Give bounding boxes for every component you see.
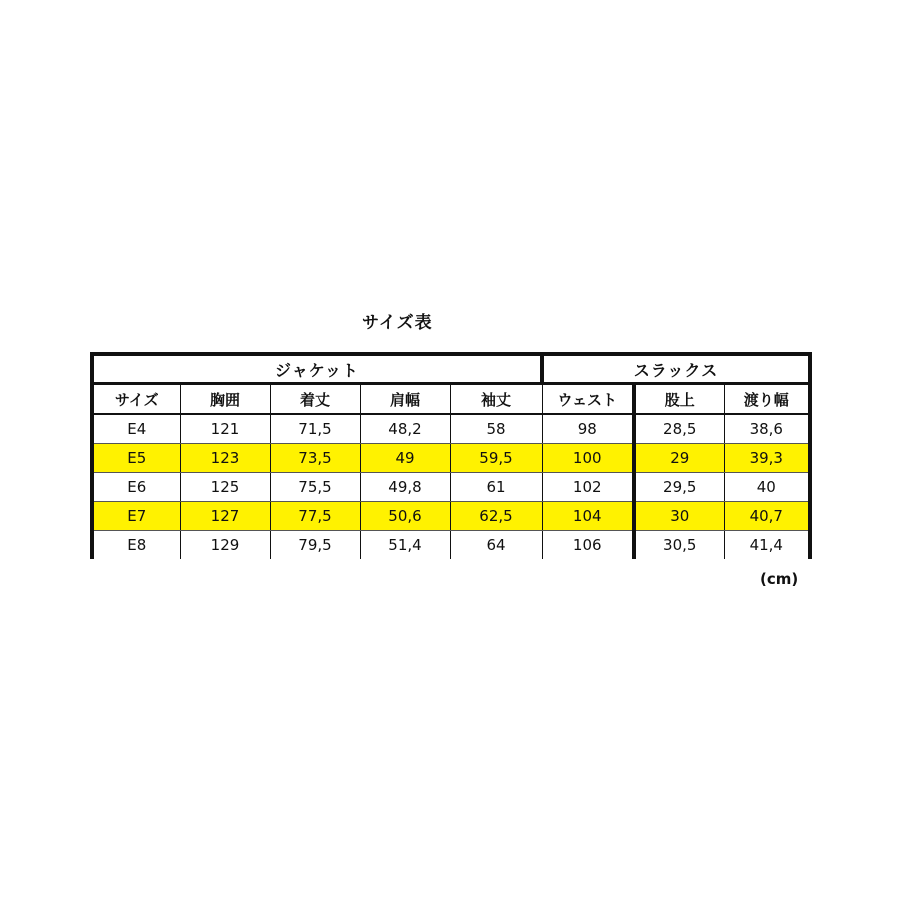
- table-cell: 50,6: [360, 502, 450, 531]
- table-cell: 79,5: [270, 531, 360, 560]
- table-cell: 30: [634, 502, 724, 531]
- table-cell: 28,5: [634, 414, 724, 444]
- table-cell: 58: [450, 414, 542, 444]
- table-cell: E8: [92, 531, 180, 560]
- table-cell: 64: [450, 531, 542, 560]
- table-cell: 30,5: [634, 531, 724, 560]
- table-row: [92, 473, 810, 502]
- table-cell: 73,5: [270, 444, 360, 473]
- column-header-row: [92, 384, 810, 415]
- table-cell: 59,5: [450, 444, 542, 473]
- table-cell: 100: [542, 444, 634, 473]
- table-cell: 49: [360, 444, 450, 473]
- page-title: サイズ表: [362, 313, 433, 333]
- table-cell: E6: [92, 473, 180, 502]
- column-header-shoulder: 肩幅: [360, 384, 450, 415]
- table-cell: 51,4: [360, 531, 450, 560]
- table-cell: 77,5: [270, 502, 360, 531]
- table-cell: 71,5: [270, 414, 360, 444]
- table-cell: 38,6: [724, 414, 810, 444]
- table-cell: 123: [180, 444, 270, 473]
- table-cell: 48,2: [360, 414, 450, 444]
- table-cell: 104: [542, 502, 634, 531]
- table-cell: 29: [634, 444, 724, 473]
- table-cell: 106: [542, 531, 634, 560]
- table-cell: 41,4: [724, 531, 810, 560]
- table-cell: 40: [724, 473, 810, 502]
- column-header-size: サイズ: [92, 384, 180, 415]
- group-header-row: [92, 354, 810, 384]
- table-cell: 98: [542, 414, 634, 444]
- jacket-group-header: ジャケット: [92, 354, 542, 384]
- slacks-group-header: スラックス: [542, 354, 810, 384]
- column-header-thigh: 渡り幅: [724, 384, 810, 415]
- column-header-rise: 股上: [634, 384, 724, 415]
- table-cell: 49,8: [360, 473, 450, 502]
- table-cell: 125: [180, 473, 270, 502]
- table-cell: E7: [92, 502, 180, 531]
- unit-label: (cm): [760, 570, 799, 588]
- table-cell: 127: [180, 502, 270, 531]
- table-cell: 102: [542, 473, 634, 502]
- table-cell: 121: [180, 414, 270, 444]
- table-row: [92, 531, 810, 560]
- table-cell: 61: [450, 473, 542, 502]
- column-header-chest: 胸囲: [180, 384, 270, 415]
- table-cell: 39,3: [724, 444, 810, 473]
- table-row: [92, 444, 810, 473]
- table-cell: E5: [92, 444, 180, 473]
- size-table: [90, 352, 812, 559]
- column-header-sleeve: 袖丈: [450, 384, 542, 415]
- table-cell: 129: [180, 531, 270, 560]
- table-row: [92, 502, 810, 531]
- table-cell: 40,7: [724, 502, 810, 531]
- column-header-length: 着丈: [270, 384, 360, 415]
- table-cell: 29,5: [634, 473, 724, 502]
- table-cell: 75,5: [270, 473, 360, 502]
- column-header-waist: ウェスト: [542, 384, 634, 415]
- table-row: [92, 414, 810, 444]
- table-cell: 62,5: [450, 502, 542, 531]
- table-cell: E4: [92, 414, 180, 444]
